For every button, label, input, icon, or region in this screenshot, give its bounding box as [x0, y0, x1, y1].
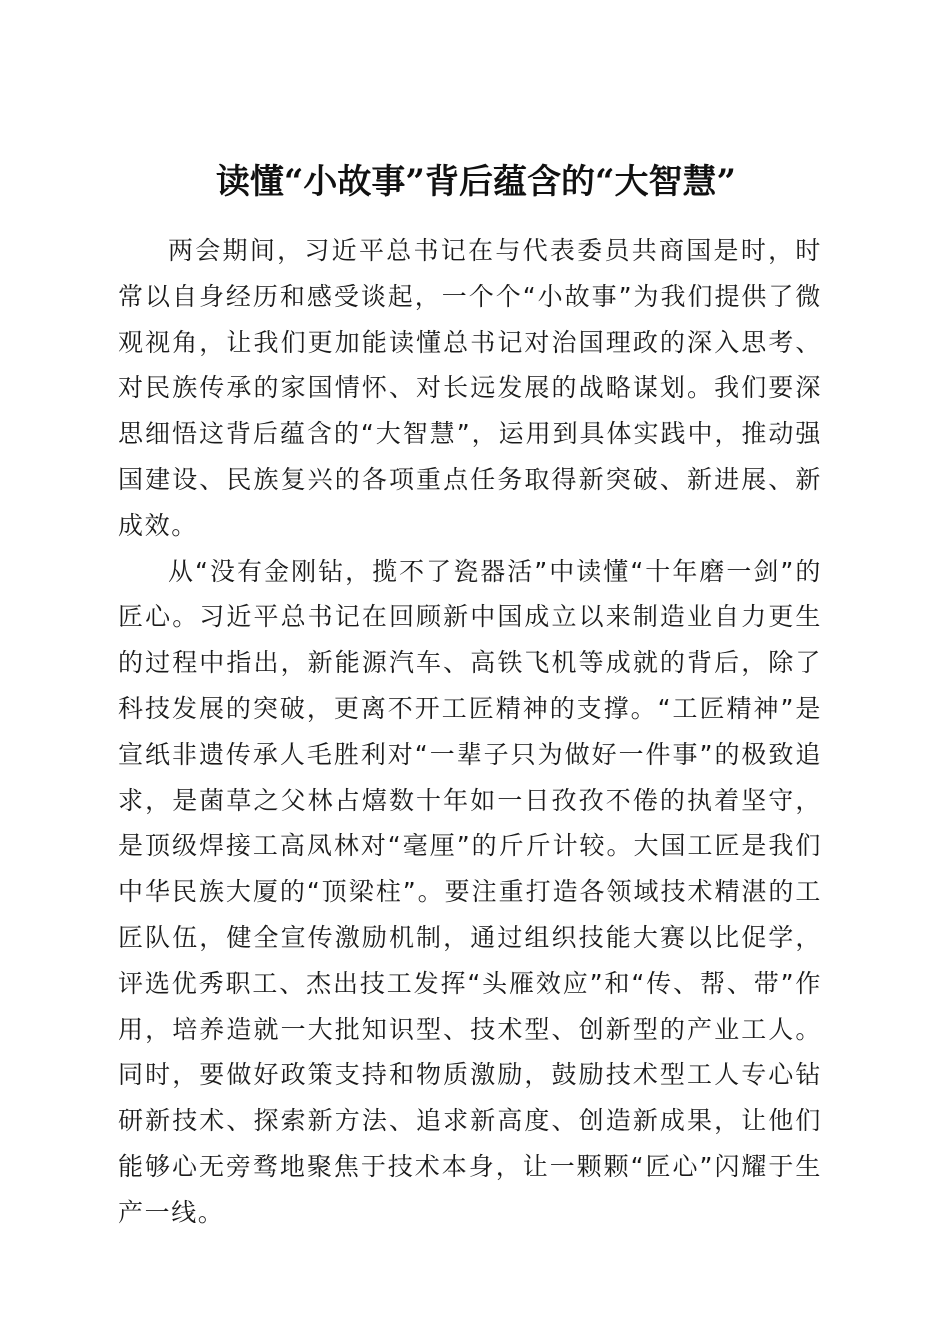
document-body — [118, 228, 822, 1236]
paragraph-craftsmanship: 从“没有金刚钻，揽不了瓷器活”中读懂“十年磨一剑”的匠心。习近平总书记在回顾新中国成立以来制造业自力更生的过程中指出，新能源汽车、高铁飞机等成就的背后，除了科技发展的突破，更离不开工匠精神的支撑。“工匠精神”是宣纸非遗传承人毛胜利对“一辈子只为做好一件事”的极致追求，是菌草之父林占熺数十年如一日孜孜不倦的执着坚守，是顶级焊接工高凤林对“毫厘”的斤斤计较。大国工匠是我们中华民族大厦的“顶梁柱”。要注重打造各领域技术精湛的工匠队伍，健全宣传激励机制，通过组织技能大赛以比促学，评选优秀职工、杰出技工发挥“头雁效应”和“传、帮、带”作用，培养造就一大批知识型、技术型、创新型的产业工人。同时，要做好政策支持和物质激励，鼓励技术型工人专心钻研新技术、探索新方法、追求新高度、创造新成果，让他们能够心无旁骛地聚焦于技术本身，让一颗颗“匠心”闪耀于生产一线。 — [118, 556, 822, 1227]
document-title: 读懂“小故事”背后蕴含的“大智慧” — [215, 161, 737, 202]
paragraph-intro: 两会期间，习近平总书记在与代表委员共商国是时，时常以自身经历和感受谈起，一个个“小故事”为我们提供了微观视角，让我们更加能读懂总书记对治国理政的深入思考、对民族传承的家国情怀、对长远发展的战略谋划。我们要深思细悟这背后蕴含的“大智慧”，运用到具体实践中，推动强国建设、民族复兴的各项重点任务取得新突破、新进展、新成效。 — [118, 236, 822, 540]
